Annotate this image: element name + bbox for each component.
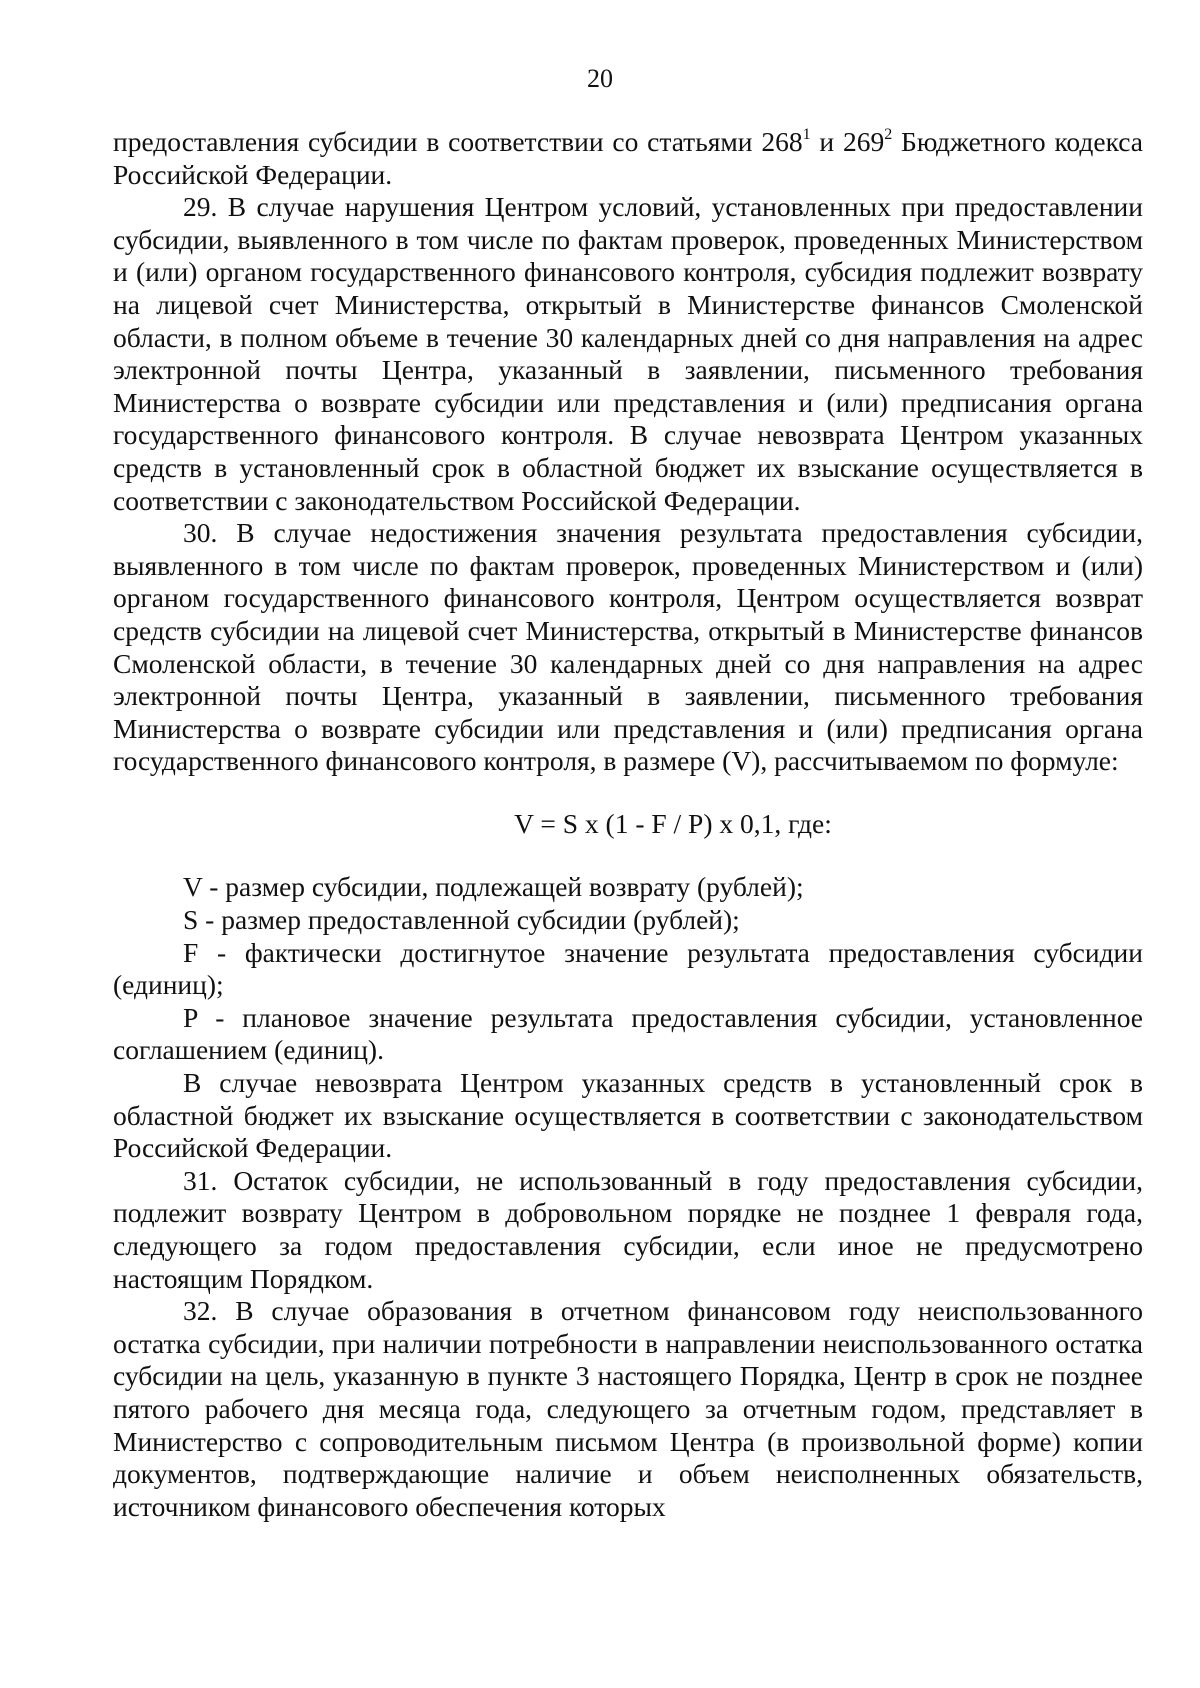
intro-text-middle: и 269 xyxy=(810,126,885,157)
definition-p: P - плановое значение результата предоставления субсидии, установленное соглашением (единиц). xyxy=(113,1001,1143,1066)
definition-f: F - фактически достигнутое значение результата предоставления субсидии (единиц); xyxy=(113,936,1143,1001)
superscript-1: 1 xyxy=(802,126,811,143)
definition-s: S - размер предоставленной субсидии (рублей); xyxy=(183,904,740,936)
paragraph-31: 31. Остаток субсидии, не использованный в году предоставления субсидии, подлежит возврату Центром в добровольном порядке не позднее 1 февраля года, следующего за годом предоставления субсидии, если иное не предусмотрено настоящим Порядком. xyxy=(113,1164,1143,1294)
paragraph-29: 29. В случае нарушения Центром условий, установленных при предоставлении субсидии, выявленного в том числе по фактам проверок, проведенных Министерством и (или) органом государственного финансового контроля, субсидия подлежит возврату на лицевой счет Министерства, открытый в Министерстве финансов Смоленской области, в полном объеме в течение 30 календарных дней со дня направления на адрес электронной почты Центра, указанный в заявлении, письменного требования Министерства о возврате субсидии или представления и (или) предписания органа государственного финансового контроля. В случае невозврата Центром указанных средств в установленный срок в областной бюджет их взыскание осуществляется в соответствии с законодательством Российской Федерации. xyxy=(113,191,1143,516)
intro-text-after: Бюджетного кодекса Российской Федерации. xyxy=(113,126,1143,190)
intro-text-before: предоставления субсидии в соответствии со статьями 268 xyxy=(113,126,803,157)
superscript-2: 2 xyxy=(884,126,893,143)
paragraph-32: 32. В случае образования в отчетном финансовом году неиспользованного остатка субсидии, при наличии потребности в направлении неиспользованного остатка субсидии на цель, указанную в пункте 3 настоящего Порядка, Центр в срок не позднее пятого рабочего дня месяца года, следующего за отчетным годом, представляет в Министерство с сопроводительным письмом Центра (в произвольной форме) копии документов, подтверждающие наличие и объем неисполненных обязательств, источником финансового обеспечения которых xyxy=(113,1295,1143,1522)
paragraph-30: 30. В случае недостижения значения результата предоставления субсидии, выявленного в том числе по фактам проверок, проведенных Министерством и (или) органом государственного финансового контроля, Центром осуществляется возврат средств субсидии на лицевой счет Министерства, открытый в Министерстве финансов Смоленской области, в течение 30 календарных дней со дня направления на адрес электронной почты Центра, указанный в заявлении, письменного требования Министерства о возврате субсидии или представления и (или) предписания органа государственного финансового контроля, в размере (V), рассчитываемом по формуле: xyxy=(113,517,1143,777)
intro-paragraph xyxy=(113,126,1143,191)
paragraph-30-tail: В случае невозврата Центром указанных средств в установленный срок в областной бюджет их взыскание осуществляется в соответствии с законодательством Российской Федерации. xyxy=(113,1067,1143,1164)
formula: V = S x (1 - F / P) x 0,1, где: xyxy=(514,807,832,839)
page-number: 20 xyxy=(587,64,613,93)
document-body xyxy=(113,126,1143,1523)
definition-v: V - размер субсидии, подлежащей возврату (рублей); xyxy=(183,871,804,903)
